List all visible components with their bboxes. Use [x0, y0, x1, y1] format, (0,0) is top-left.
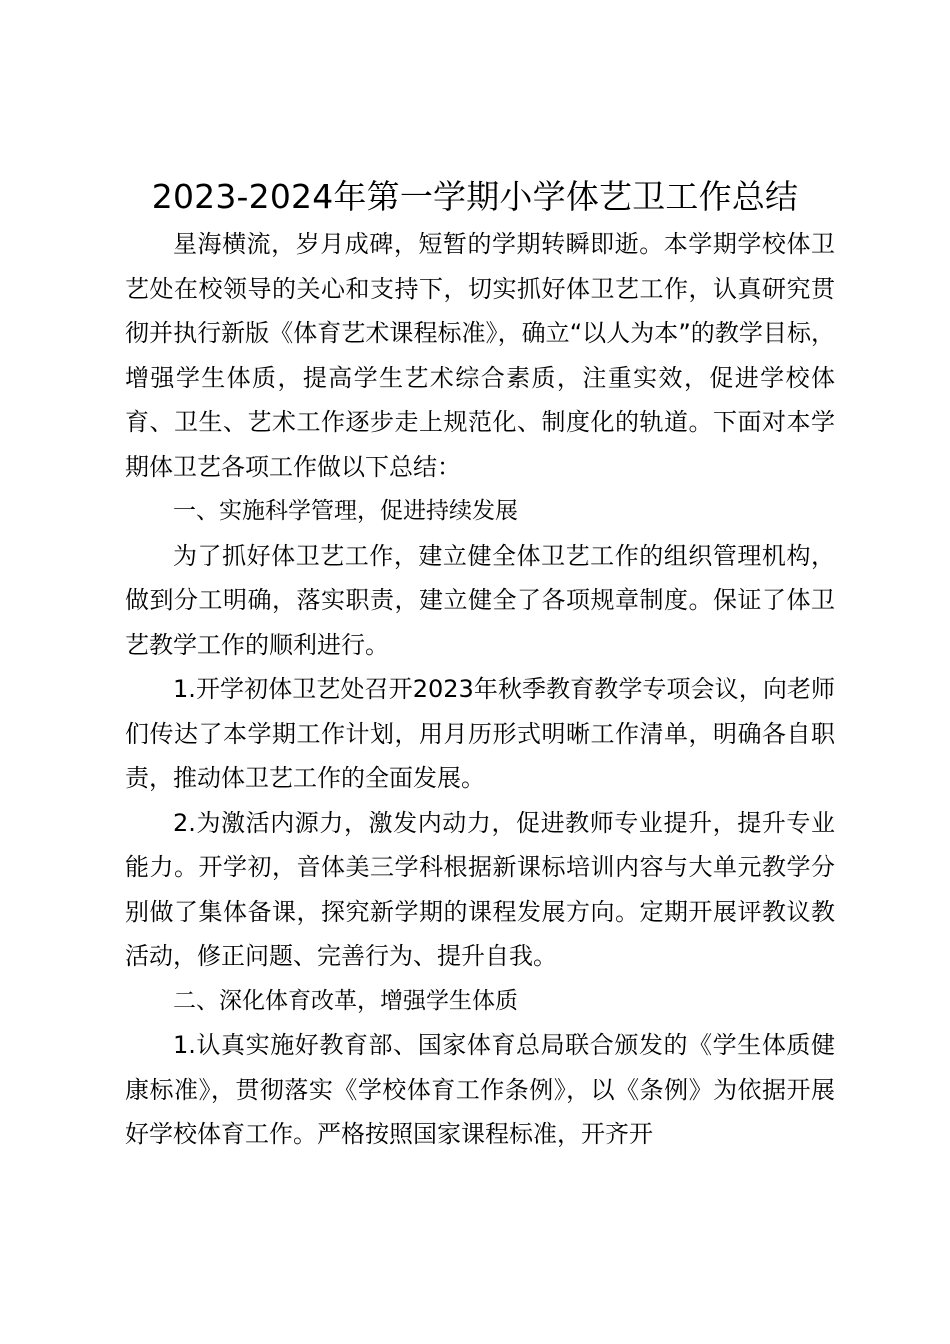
section-heading-1: 一、实施科学管理，促进持续发展 [173, 498, 518, 524]
document-body [125, 222, 835, 1157]
paragraph-management: 为了抓好体卫艺工作，建立健全体卫艺工作的组织管理机构，做到分工明确，落实职责，建立健全了各项规章制度。保证了体卫艺教学工作的顺利进行。 [125, 541, 835, 659]
paragraph-item-1: 1.开学初体卫艺处召开2023年秋季教育教学专项会议，向老师们传达了本学期工作计划，用月历形式明晰工作清单，明确各自职责，推动体卫艺工作的全面发展。 [125, 675, 835, 792]
paragraph-item-2: 2.为激活内源力，激发内动力，促进教师专业提升，提升专业能力。开学初，音体美三学科根据新课标培训内容与大单元教学分别做了集体备课，探究新学期的课程发展方向。定期开展评教议教活动，修正问题、完善行为、提升自我。 [125, 808, 835, 970]
section-heading-2: 二、深化体育改革，增强学生体质 [173, 987, 518, 1014]
document-title: 2023-2024年第一学期小学体艺卫工作总结 [151, 177, 799, 216]
paragraph-intro: 星海横流，岁月成碑，短暂的学期转瞬即逝。本学期学校体卫艺处在校领导的关心和支持下，切实抓好体卫艺工作，认真研究贯彻并执行新版《体育艺术课程标准》，确立“以人为本”的教学目标，增强学生体质，提高学生艺术综合素质，注重实效，促进学校体育、卫生、艺术工作逐步走上规范化、制度化的轨道。下面对本学期体卫艺各项工作做以下总结： [125, 230, 835, 481]
paragraph-pe-item-1: 1.认真实施好教育部、国家体育总局联合颁发的《学生体质健康标准》，贯彻落实《学校体育工作条例》，以《条例》为依据开展好学校体育工作。严格按照国家课程标准，开齐开 [125, 1031, 835, 1148]
